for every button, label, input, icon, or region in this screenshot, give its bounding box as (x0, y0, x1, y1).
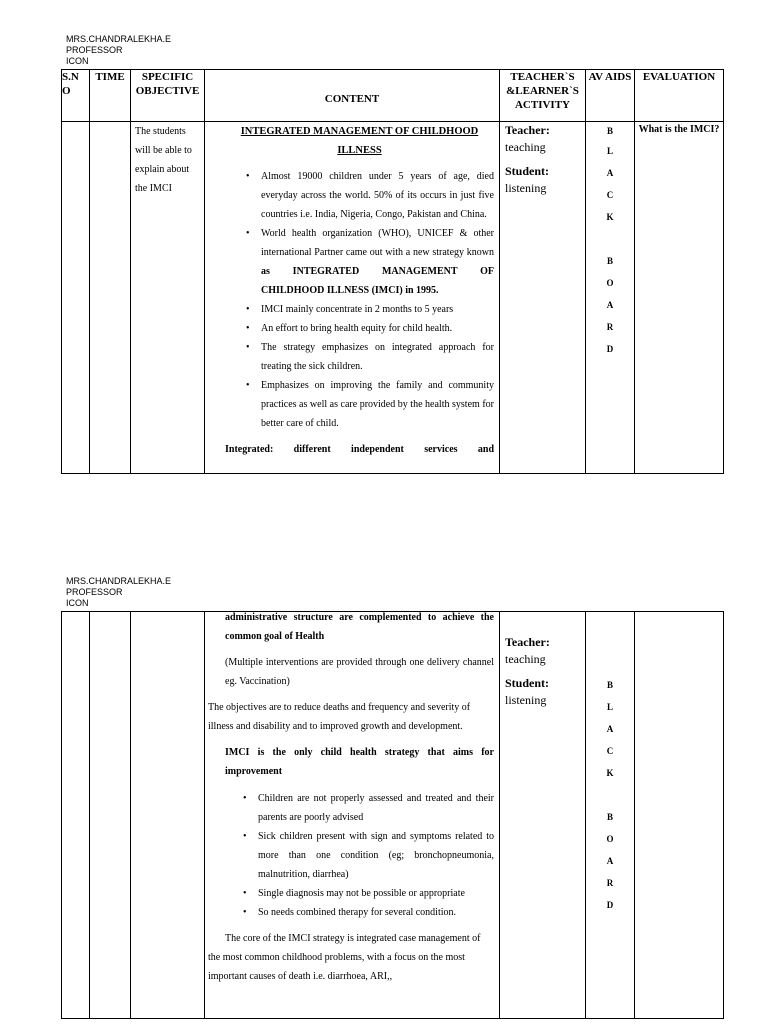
admin-text: administrative structure are complemented to achieve the common goal of Health (225, 612, 494, 642)
av-letter: O (606, 278, 614, 288)
author-title: PROFESSOR (66, 45, 123, 55)
evaluation-cell: What is the IMCI? (635, 122, 724, 474)
list-item: • Single diagnosis may not be possible or appropriate (258, 884, 494, 903)
list-item: • IMCI mainly concentrate in 2 months to 5 years (261, 300, 494, 319)
integrated-line: Integrated: different independent services and (225, 444, 494, 455)
time-cell (90, 122, 131, 474)
col-evaluation: EVALUATION (635, 70, 724, 122)
content-title: INTEGRATED MANAGEMENT OF CHILDHOOD ILLNESS (240, 126, 479, 156)
table-header-row (62, 70, 724, 122)
author-org: ICON (66, 598, 89, 608)
av-letter: K (606, 212, 614, 222)
sno-cell (62, 122, 90, 474)
imci-heading: IMCI is the only child health strategy that aims for improvement (225, 747, 494, 777)
list-item (261, 224, 494, 300)
student-value: listening (505, 181, 547, 195)
av-letter: B (606, 256, 613, 266)
list-item: • So needs combined therapy for several condition. (258, 903, 494, 922)
page2-header (66, 576, 171, 609)
student-value: listening (505, 693, 547, 707)
author-org: ICON (66, 56, 89, 66)
col-objective: SPECIFIC OBJECTIVE (131, 70, 205, 122)
av-letter: D (606, 344, 614, 354)
teacher-value: teaching (505, 140, 546, 154)
who-text: World health organization (WHO), UNICEF & other international Partner came out with a new strategy known (261, 228, 494, 258)
av-letter: B (606, 812, 613, 822)
who-bold-text: as INTEGRATED MANAGEMENT OF CHILDHOOD ILLNESS (IMCI) in 1995. (261, 266, 494, 296)
content-bullets (208, 789, 494, 922)
av-letter: R (606, 878, 614, 888)
content-bullets (225, 167, 494, 433)
col-sno: S.N O (62, 70, 90, 122)
av-aids-cell (586, 612, 635, 1019)
activity-cell (500, 612, 586, 1019)
av-letter: L (606, 146, 613, 156)
col-time: TIME (90, 70, 131, 122)
av-letter: A (606, 724, 614, 734)
student-label: Student: (505, 676, 550, 690)
list-item: • An effort to bring health equity for child health. (261, 319, 494, 338)
page1-header (66, 34, 171, 67)
list-item: • The strategy emphasizes on integrated approach for treating the sick children. (261, 338, 494, 376)
av-letter: L (606, 702, 613, 712)
objective-cell (131, 612, 205, 1019)
av-letter: A (606, 300, 614, 310)
av-letter: C (606, 746, 614, 756)
col-activity: TEACHER`S &LEARNER`S ACTIVITY (500, 70, 586, 122)
list-item: • Emphasizes on improving the family and community practices as well as care provided by the health system for better care of child. (261, 376, 494, 433)
list-item: • Almost 19000 children under 5 years of age, died everyday across the world. 50% of its occurs in just five countries i.e. India, Nigeria, Congo, Pakistan and China. (261, 167, 494, 224)
content-cell (205, 612, 500, 1019)
teacher-value: teaching (505, 652, 546, 666)
av-letter: B (606, 680, 613, 690)
evaluation-cell (635, 612, 724, 1019)
objectives-text: The objectives are to reduce deaths and frequency and severity of illness and disability and to improved growth and development. (208, 702, 471, 732)
av-aids-cell (586, 122, 635, 474)
col-content: CONTENT (205, 70, 500, 122)
sno-cell (62, 612, 90, 1019)
activity-cell (500, 122, 586, 474)
lesson-plan-table-page2 (61, 611, 724, 1019)
col-av-aids: AV AIDS (586, 70, 635, 122)
multiple-interventions-text: (Multiple interventions are provided through one delivery channel eg. Vaccination) (225, 657, 494, 687)
list-item: • Children are not properly assessed and treated and their parents are poorly advised (258, 789, 494, 827)
table-row (62, 122, 724, 474)
av-letter: B (606, 126, 613, 136)
author-name: MRS.CHANDRALEKHA.E (66, 34, 172, 44)
lesson-plan-table-page1 (61, 69, 724, 474)
av-letter: R (606, 322, 614, 332)
student-label: Student: (505, 164, 550, 178)
av-letter: D (606, 900, 614, 910)
objective-cell: The students will be able to explain about the IMCI (131, 122, 205, 474)
teacher-label: Teacher: (505, 123, 550, 137)
time-cell (90, 612, 131, 1019)
av-letter: A (606, 168, 614, 178)
content-cell (205, 122, 500, 474)
av-letter: K (606, 768, 614, 778)
core-text: The core of the IMCI strategy is integrated case management of the most common childhood problems, with a focus on the most important causes of death i.e. diarrhoea, ARI,, (208, 933, 481, 982)
author-title: PROFESSOR (66, 587, 123, 597)
av-letter: C (606, 190, 614, 200)
av-letter: O (606, 834, 614, 844)
table-row (62, 612, 724, 1019)
list-item: • Sick children present with sign and symptoms related to more than one condition (eg; bronchopneumonia, malnutrition, diarrhea) (258, 827, 494, 884)
av-letter: A (606, 856, 614, 866)
author-name: MRS.CHANDRALEKHA.E (66, 576, 172, 586)
teacher-label: Teacher: (505, 635, 550, 649)
